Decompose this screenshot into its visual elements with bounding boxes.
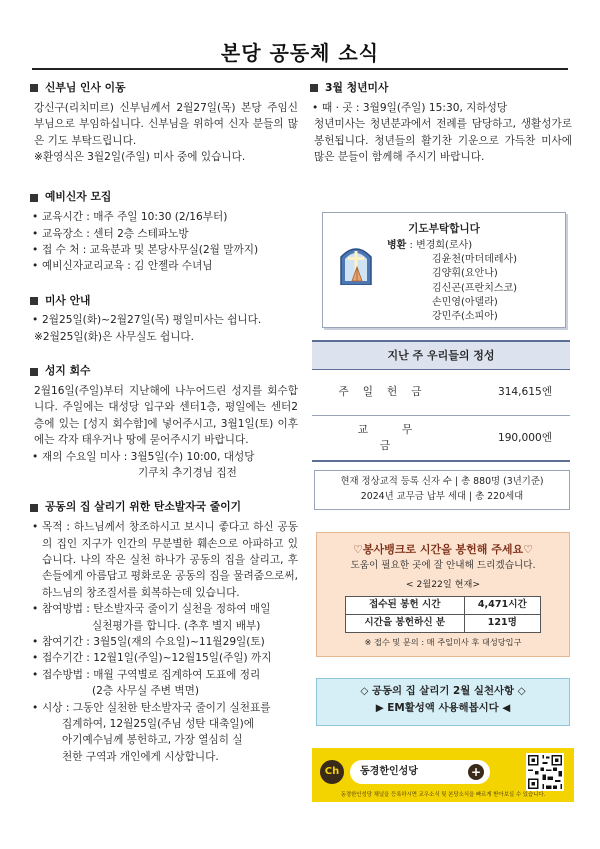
list-item: • 교육장소 : 센터 2층 스테파노방 — [32, 226, 298, 242]
practice-item: ▶ EM활성액 사용해봅시다 ◀ — [375, 702, 511, 715]
offering-title: 지난 주 우리들의 정성 — [312, 340, 570, 370]
list-item: • 접수기간 : 12월1일(주일)~12월15일(주일) 까지 — [32, 650, 298, 666]
praying-hands-window-icon — [337, 241, 375, 285]
section-greeting — [30, 80, 298, 165]
title-divider — [32, 68, 568, 70]
volunteer-note: ※ 접수 및 문의 : 매 주일미사 후 대성당입구 — [364, 636, 522, 647]
prayer-name: 김신곤(프란치스코) — [432, 282, 518, 294]
prayer-title: 기도부탁합니다 — [408, 223, 480, 235]
list-item-continued: 집계하여, 12월25일(주님 성탄 대축일)에 — [62, 718, 254, 731]
plus-icon[interactable]: + — [468, 764, 484, 780]
section-carbon — [30, 499, 298, 765]
channel-footer: 동경한인성당 채널을 등록하시면 교우소식 및 본당소식을 빠르게 받아보실 수 있습니다. — [340, 791, 546, 798]
list-item: • 시상 : 그동안 실천한 탄소발자국 줄이기 실천표를 — [32, 700, 298, 716]
list-item: • 목적 : 하느님께서 창조하시고 보시니 좋다고 하신 공동의 집인 지구가 인간의 무분별한 훼손으로 아파하고 있습니다. 나의 작은 실천 하나가 공동의 집을 살리고, 후손들에게 아름답고 평화로운 공동의 집을 물려줌으로써, 하느님의 창조질서를 회복하는데 있습니다. — [32, 519, 298, 601]
prayer-name: 손민영(아델라) — [432, 296, 498, 308]
section-youth-mass — [310, 80, 572, 165]
list-item: • 접 수 처 : 교육분과 및 본당사무실(2월 말까지) — [32, 242, 298, 258]
section-heading: 예비신자 모집 — [30, 189, 298, 206]
practice-title: ◇ 공동의 집 살리기 2월 실천사항 ◇ — [360, 685, 526, 697]
list-item: • 참여방법 : 탄소발자국 줄이기 실천을 정하여 매일 — [32, 601, 298, 617]
palm-item-continued: 기쿠치 추기경님 집전 — [138, 467, 237, 480]
volunteer-label: 접수된 봉헌 시간 — [346, 597, 465, 615]
square-bullet-icon — [30, 297, 38, 305]
prayer-name: 강민주(소피아) — [432, 310, 498, 322]
section-heading: 3월 청년미사 — [310, 80, 572, 97]
prayer-name: 김양휘(요안나) — [432, 268, 498, 280]
list-item-continued: 천한 구역과 개인에게 시상합니다. — [62, 750, 219, 763]
member-count-line: 현재 정상교적 등록 신자 수 | 총 880명 (3년기준) — [340, 476, 544, 487]
table-row — [346, 597, 541, 615]
offering-value: 190,000엔 — [497, 431, 552, 444]
member-count-box — [314, 470, 570, 510]
volunteer-date: < 2월22일 현재> — [405, 578, 481, 590]
section-heading: 신부님 인사 이동 — [30, 80, 298, 97]
offering-value: 314,615엔 — [497, 386, 552, 399]
palm-body: 2월16일(주일)부터 지난해에 나누어드린 성지를 회수합니다. 주일에는 대성당 입구와 센터1층, 평일에는 센터2층에 있는 [성지 회수함]에 넣어주시고, 3월1일(토) 이후에는 각자 태우거나 땅에 묻어주시기 바랍니다. — [34, 385, 298, 447]
qr-code-icon[interactable] — [526, 753, 564, 791]
square-bullet-icon — [30, 368, 38, 376]
section-palm — [30, 363, 298, 481]
list-item: • 예비신자교리교육 : 김 안젤라 수녀님 — [32, 258, 298, 274]
section-heading: 공동의 집 살리기 위한 탄소발자국 줄이기 — [30, 499, 298, 516]
list-item-continued: 아기예수님께 봉헌하고, 가장 열심히 실 — [62, 734, 243, 747]
prayer-label: 병환 — [387, 240, 407, 251]
table-row — [346, 615, 541, 633]
list-item: • 참여기간 : 3월5일(재의 수요일)~11월29일(토) — [32, 634, 298, 650]
channel-logo-icon: Ch — [320, 760, 344, 784]
prayer-request-box — [322, 212, 566, 328]
offering-table — [312, 340, 570, 462]
page-title: 본당 공동체 소식 — [220, 41, 380, 65]
left-column — [30, 80, 298, 765]
section-heading: 성지 회수 — [30, 363, 298, 380]
list-item-continued: (2층 사무실 주변 벽면) — [92, 685, 199, 698]
volunteer-value: 121명 — [464, 615, 540, 633]
list-item-continued: 실천평가를 합니다. (추후 별지 배부) — [92, 619, 261, 632]
prayer-name: : 변경희(로사) — [409, 240, 473, 251]
dues-count-line: 2024년 교무금 납부 세대 | 총 220세대 — [360, 491, 524, 503]
square-bullet-icon — [30, 84, 38, 92]
channel-name[interactable]: 동경한인성당 + — [350, 760, 490, 784]
section-heading: 미사 안내 — [30, 293, 298, 310]
list-item: • 교육시간 : 매주 주일 10:30 (2/16부터) — [32, 209, 298, 225]
greeting-body: 강신구(리치미르) 신부님께서 2월27일(목) 본당 주임신부님으로 부임하십니다. 신부님을 위하여 신자 분들의 많은 기도 부탁드립니다. — [34, 101, 298, 147]
table-row — [312, 416, 570, 462]
mass-note: ※2월25일(화)은 사무실도 쉽니다. — [34, 330, 195, 343]
offering-label: 주일헌금 — [338, 386, 436, 399]
list-item: • 접수방법 : 매월 구역별로 집계하여 도표에 정리 — [32, 667, 298, 683]
practice-box — [316, 678, 570, 726]
greeting-note: ※환영식은 3월2일(주일) 미사 중에 있습니다. — [34, 150, 246, 163]
table-row — [312, 370, 570, 416]
volunteer-subtitle: 도움이 필요한 곳에 잘 안내해 드리겠습니다. — [350, 560, 536, 572]
list-item: • 2월25일(화)~2월27일(목) 평일미사는 쉽니다. — [32, 312, 298, 328]
channel-banner[interactable] — [312, 748, 574, 802]
volunteer-bank-box — [316, 532, 570, 657]
volunteer-title: ♡봉사뱅크로 시간을 봉헌해 주세요♡ — [353, 543, 533, 556]
volunteer-table — [345, 596, 541, 633]
prayer-name: 김윤천(마더데레사) — [432, 254, 518, 266]
right-column — [310, 80, 572, 165]
youth-body: 청년미사는 청년분과에서 전례를 담당하고, 생활성가로 봉헌됩니다. 청년들의 활기찬 기운으로 가득찬 미사에 많은 분들이 함께해 주시기 바랍니다. — [314, 118, 572, 163]
prayer-list — [387, 239, 517, 324]
square-bullet-icon — [30, 504, 38, 512]
volunteer-value: 4,471시간 — [464, 597, 540, 615]
volunteer-label: 시간을 봉헌하신 분 — [346, 615, 465, 633]
list-item: • 재의 수요일 미사 : 3월5일(수) 10:00, 대성당 — [32, 449, 298, 465]
list-item: • 때 · 곳 : 3월9일(주일) 15:30, 지하성당 — [312, 100, 572, 116]
square-bullet-icon — [30, 194, 38, 202]
section-mass — [30, 293, 298, 346]
square-bullet-icon — [310, 84, 318, 92]
offering-label: 교무금 — [357, 423, 447, 453]
section-catechumen — [30, 189, 298, 274]
